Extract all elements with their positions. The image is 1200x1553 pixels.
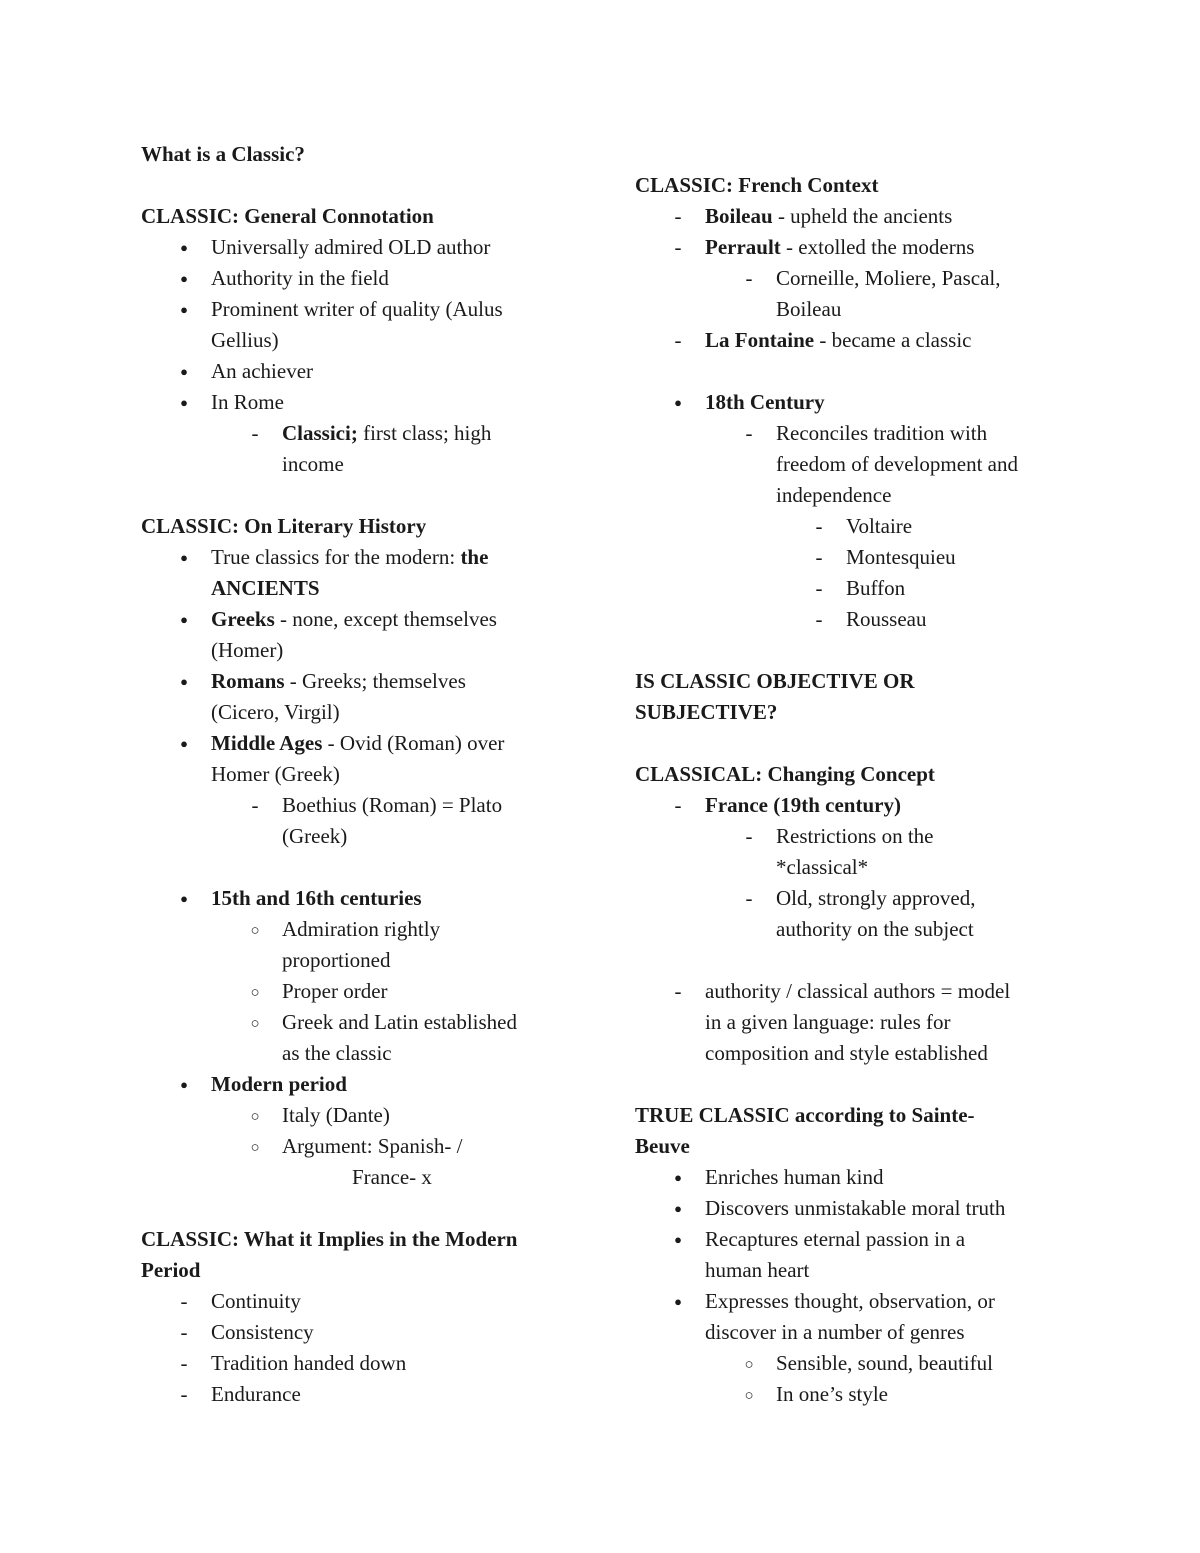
list-item [635,232,1075,263]
item-text: independence [776,483,892,507]
bullet-icon [174,666,194,699]
item-text: True classics for the modern: [211,545,461,569]
item-text: human heart [705,1258,810,1282]
dash-bullet-icon [174,1348,194,1379]
item-text: Boethius (Roman) = Plato [282,793,503,817]
list-item [635,1348,1075,1379]
list-item [635,1379,1075,1410]
list-item-continuation [141,821,581,852]
list-item [141,356,581,387]
heading-text: CLASSIC: What it Implies in the Modern [141,1227,518,1251]
bullet-icon [174,728,194,761]
list-item [141,914,581,945]
item-text: Recaptures eternal passion in a [705,1227,966,1251]
list-item-continuation [141,635,581,666]
list-item-continuation [141,759,581,790]
bullet-icon [174,263,194,296]
item-text: first class; high [357,421,492,445]
list-item [141,1348,581,1379]
list-item [635,387,1075,418]
list-item [635,976,1075,1007]
list-item-continuation [635,1317,1075,1348]
item-text: Authority in the field [211,266,389,290]
dash-bullet-icon [668,325,688,356]
heading-text: CLASSIC: French Context [635,173,879,197]
right-column [635,170,1075,1410]
bullet-icon [174,542,194,575]
list-item [141,294,581,325]
heading-text: SUBJECTIVE? [635,700,778,724]
heading-text: Beuve [635,1134,690,1158]
list-item [141,1007,581,1038]
list-item [635,1286,1075,1317]
list-item-continuation [635,449,1075,480]
list-item [141,666,581,697]
list-item [635,263,1075,294]
item-text: Italy (Dante) [282,1103,390,1127]
section-heading [635,759,1075,790]
list-item-continuation [141,697,581,728]
list-item [635,325,1075,356]
list-item [141,976,581,1007]
bullet-icon [174,1069,194,1102]
bold-term: ANCIENTS [211,576,320,600]
dash-bullet-icon [739,821,759,852]
list-item [141,542,581,573]
list-item [141,728,581,759]
blank-line [141,852,581,883]
list-item [141,1286,581,1317]
list-item [635,790,1075,821]
bold-term: 18th Century [705,390,825,414]
item-text: France- x [352,1165,432,1189]
heading-text: CLASSICAL: Changing Concept [635,762,935,786]
circle-bullet-icon [739,1379,759,1413]
item-text: - none, except themselves [274,607,497,631]
dash-bullet-icon [174,1379,194,1410]
list-item [635,821,1075,852]
list-item [635,604,1075,635]
item-text: income [282,452,344,476]
bullet-icon [174,232,194,265]
item-text: Endurance [211,1382,301,1406]
dash-bullet-icon [739,883,759,914]
circle-bullet-icon [245,1007,265,1041]
item-text: In one’s style [776,1382,888,1406]
dash-bullet-icon [174,1286,194,1317]
list-item-continuation [635,1007,1075,1038]
list-item [141,418,581,449]
list-item-continuation [141,1038,581,1069]
list-item [635,201,1075,232]
section-heading [635,1100,1075,1131]
item-text: Old, strongly approved, [776,886,976,910]
item-text: authority on the subject [776,917,974,941]
bullet-icon [668,387,688,420]
bold-term: the [460,545,489,569]
blank-line [635,728,1075,759]
bold-term: Greeks [211,607,275,631]
section-heading [635,697,1075,728]
dash-bullet-icon [809,604,829,635]
item-text: composition and style established [705,1041,988,1065]
section-heading [635,666,1075,697]
dash-bullet-icon [739,263,759,294]
item-text: - Ovid (Roman) over [322,731,505,755]
dash-bullet-icon [245,418,265,449]
circle-bullet-icon [245,1131,265,1165]
item-text: Admiration rightly [282,917,441,941]
item-text: Reconciles tradition with [776,421,988,445]
item-text: Universally admired OLD author [211,235,491,259]
item-text: (Homer) [211,638,284,662]
bold-term: France (19th century) [705,793,901,817]
bold-term: Modern period [211,1072,347,1096]
list-item [141,387,581,418]
list-item-continuation [635,852,1075,883]
list-item-continuation [635,1255,1075,1286]
list-item [141,1131,581,1162]
list-item [141,883,581,914]
section-heading [141,201,581,232]
list-item-continuation [141,449,581,480]
item-text: (Cicero, Virgil) [211,700,340,724]
item-text: Continuity [211,1289,301,1313]
item-text: Buffon [846,576,906,600]
bullet-icon [174,883,194,916]
bold-term: La Fontaine [705,328,815,352]
item-text: in a given language: rules for [705,1010,951,1034]
dash-bullet-icon [809,511,829,542]
item-text: Argument: Spanish- / [282,1134,463,1158]
list-item [141,1100,581,1131]
blank-line [635,356,1075,387]
bullet-icon [174,356,194,389]
item-text: discover in a number of genres [705,1320,965,1344]
heading-text: TRUE CLASSIC according to Sainte- [635,1103,975,1127]
bullet-icon [174,294,194,327]
item-text: Boileau [776,297,842,321]
section-heading [141,1224,581,1255]
item-text: - Greeks; themselves [284,669,466,693]
bullet-icon [174,604,194,637]
circle-bullet-icon [245,1100,265,1134]
list-item-continuation [141,573,581,604]
blank-line [141,170,581,201]
blank-line [635,635,1075,666]
heading-text: CLASSIC: General Connotation [141,204,434,228]
list-item [141,1069,581,1100]
list-item-continuation [635,1038,1075,1069]
list-item [635,1162,1075,1193]
list-item [141,790,581,821]
dash-bullet-icon [739,418,759,449]
dash-bullet-icon [174,1317,194,1348]
item-text: Corneille, Moliere, Pascal, [776,266,1001,290]
heading-text: IS CLASSIC OBJECTIVE OR [635,669,915,693]
item-text: proportioned [282,948,391,972]
circle-bullet-icon [245,976,265,1010]
dash-bullet-icon [668,976,688,1007]
bullet-icon [174,387,194,420]
dash-bullet-icon [809,573,829,604]
list-item [635,1193,1075,1224]
bold-term: Romans [211,669,285,693]
item-text: Sensible, sound, beautiful [776,1351,993,1375]
item-text: Consistency [211,1320,314,1344]
item-text: Restrictions on the [776,824,934,848]
list-item [635,418,1075,449]
item-text: Prominent writer of quality (Aulus [211,297,503,321]
bold-term: Middle Ages [211,731,323,755]
list-item [141,1379,581,1410]
item-text: - upheld the ancients [772,204,953,228]
dash-bullet-icon [668,201,688,232]
list-item [141,604,581,635]
item-text: Voltaire [846,514,913,538]
heading-text: What is a Classic? [141,142,305,166]
item-text: - extolled the moderns [780,235,975,259]
bullet-icon [668,1162,688,1195]
list-item [635,542,1075,573]
item-text: In Rome [211,390,284,414]
list-item-continuation [635,294,1075,325]
item-text: (Greek) [282,824,348,848]
dash-bullet-icon [668,790,688,821]
dash-bullet-icon [245,790,265,821]
item-text: Tradition handed down [211,1351,407,1375]
dash-bullet-icon [809,542,829,573]
section-heading [141,139,581,170]
item-text: Expresses thought, observation, or [705,1289,995,1313]
section-heading [141,511,581,542]
bold-term: Classici; [282,421,358,445]
blank-line [141,1193,581,1224]
list-item-continuation [635,480,1075,511]
bold-term: Perrault [705,235,781,259]
heading-text: CLASSIC: On Literary History [141,514,427,538]
list-item-continuation [141,945,581,976]
item-text: - became a classic [814,328,972,352]
list-item [635,511,1075,542]
item-text: authority / classical authors = model [705,979,1011,1003]
item-text: An achiever [211,359,314,383]
item-text: Homer (Greek) [211,762,340,786]
blank-line [141,480,581,511]
item-text: freedom of development and [776,452,1018,476]
dash-bullet-icon [668,232,688,263]
list-item [635,1224,1075,1255]
section-heading [635,1131,1075,1162]
bullet-icon [668,1224,688,1257]
blank-line [635,1069,1075,1100]
heading-text: Period [141,1258,201,1282]
list-item [635,573,1075,604]
item-text: *classical* [776,855,869,879]
bold-term: Boileau [705,204,773,228]
list-item [141,232,581,263]
item-text: Proper order [282,979,388,1003]
section-heading [635,170,1075,201]
item-text: Gellius) [211,328,279,352]
list-item-continuation [141,1162,581,1193]
item-text: Montesquieu [846,545,956,569]
bullet-icon [668,1193,688,1226]
item-text: Discovers unmistakable moral truth [705,1196,1006,1220]
item-text: as the classic [282,1041,392,1065]
list-item [635,883,1075,914]
bullet-icon [668,1286,688,1319]
item-text: Rousseau [846,607,927,631]
blank-line [635,945,1075,976]
list-item-continuation [141,325,581,356]
list-item-continuation [635,914,1075,945]
list-item [141,263,581,294]
list-item [141,1317,581,1348]
circle-bullet-icon [245,914,265,948]
item-text: Enriches human kind [705,1165,884,1189]
circle-bullet-icon [739,1348,759,1382]
section-heading [141,1255,581,1286]
bold-term: 15th and 16th centuries [211,886,422,910]
item-text: Greek and Latin established [282,1010,517,1034]
left-column [141,139,581,1410]
